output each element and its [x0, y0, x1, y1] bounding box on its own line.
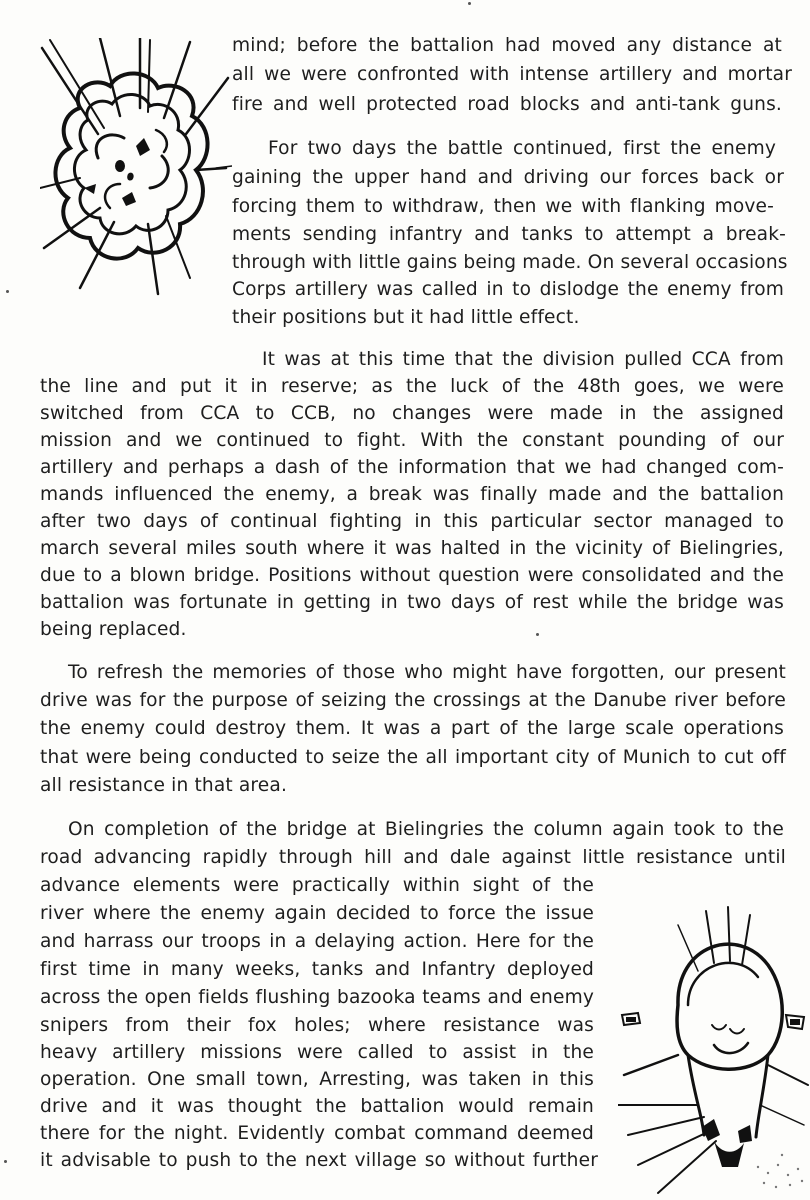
- text-line: all we were confronted with intense artillery and mortar: [232, 64, 792, 85]
- text-line: it advisable to push to the next village so without further: [40, 1150, 598, 1171]
- text-line: mission and we continued to fight. With the constant pounding of our: [40, 430, 784, 451]
- bomb-explosion-cartoon-icon: [40, 38, 232, 296]
- text-line: across the open fields flushing bazooka teams and enemy: [40, 987, 594, 1008]
- text-line: the line and put it in reserve; as the luck of the 48th goes, we were: [40, 376, 784, 397]
- text-line: gaining the upper hand and driving our forces back or: [232, 167, 784, 188]
- text-line: after two days of continual fighting in this particular sector managed to: [40, 511, 784, 532]
- text-line: On completion of the bridge at Bielingries the column again took to the: [68, 819, 784, 840]
- text-line: drive was for the purpose of seizing the crossings at the Danube river before: [40, 690, 786, 711]
- text-line: through with little gains being made. On several occasions: [232, 252, 788, 273]
- scan-speck: [468, 2, 471, 5]
- text-line: artillery and perhaps a dash of the information that we had changed com-: [40, 457, 784, 478]
- text-line: To refresh the memories of those who might have forgotten, our present: [68, 662, 786, 683]
- text-line: that were being conducted to seize the all important city of Munich to cut off: [40, 747, 786, 768]
- text-line: being replaced.: [40, 619, 187, 640]
- text-line: Corps artillery was called in to dislodge the enemy from: [232, 279, 784, 300]
- text-line: road advancing rapidly through hill and dale against little resistance until: [40, 847, 786, 868]
- text-line: ments sending infantry and tanks to attempt a break-: [232, 224, 786, 245]
- scan-speck: [536, 633, 539, 636]
- text-line: fire and well protected road blocks and anti-tank guns.: [232, 94, 782, 115]
- text-line: river where the enemy again decided to force the issue: [40, 903, 594, 924]
- text-line: It was at this time that the division pulled CCA from: [262, 349, 784, 370]
- text-line: mands influenced the enemy, a break was finally made and the battalion: [40, 484, 784, 505]
- text-line: mind; before the battalion had moved any distance at: [232, 35, 782, 56]
- text-line: heavy artillery missions were called to assist in the: [40, 1042, 594, 1063]
- text-line: switched from CCA to CCB, no changes were made in the assigned: [40, 403, 784, 424]
- text-line: For two days the battle continued, first the enemy: [268, 138, 776, 159]
- scan-speck: [6, 290, 9, 293]
- text-line: battalion was fortunate in getting in two days of rest while the bridge was: [40, 592, 784, 613]
- text-line: snipers from their fox holes; where resistance was: [40, 1015, 594, 1036]
- text-line: their positions but it had little effect.: [232, 307, 580, 328]
- text-line: drive and it was thought the battalion would remain: [40, 1096, 594, 1117]
- scan-speck: [4, 1160, 7, 1163]
- text-line: and harrass our troops in a delaying action. Here for the: [40, 931, 594, 952]
- text-line: forcing them to withdraw, then we with flanking move-: [232, 196, 774, 217]
- text-line: advance elements were practically within sight of the: [40, 875, 594, 896]
- text-line: march several miles south where it was halted in the vicinity of Bielingries,: [40, 538, 784, 559]
- text-line: there for the night. Evidently combat command deemed: [40, 1123, 594, 1144]
- text-line: due to a blown bridge. Positions without question were consolidated and the: [40, 565, 784, 586]
- text-line: first time in many weeks, tanks and Infantry deployed: [40, 959, 594, 980]
- artillery-shell-cartoon-icon: [618, 905, 810, 1195]
- text-line: all resistance in that area.: [40, 775, 287, 796]
- text-line: operation. One small town, Arresting, was taken in this: [40, 1069, 594, 1090]
- text-line: the enemy could destroy them. It was a part of the large scale operations: [40, 718, 784, 739]
